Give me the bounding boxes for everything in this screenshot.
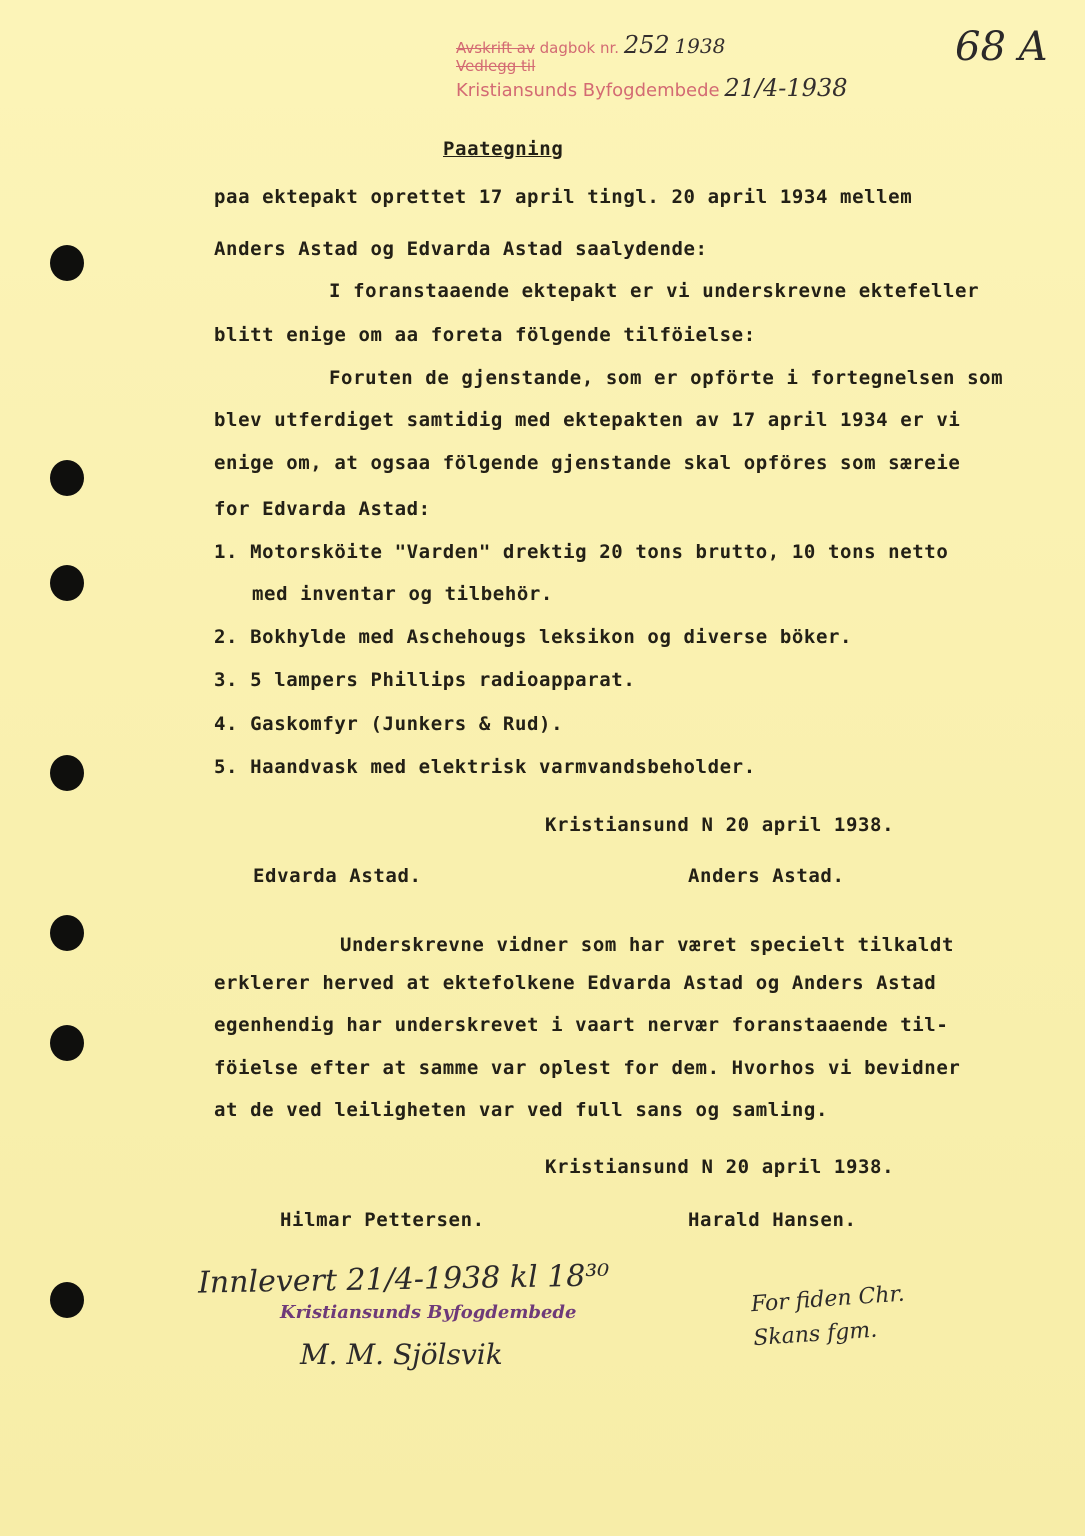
punch-hole <box>50 1282 84 1318</box>
punch-hole <box>50 245 84 281</box>
punch-hole <box>50 565 84 601</box>
punch-hole <box>50 460 84 496</box>
stamp-vedlegg: Vedlegg til <box>456 57 536 75</box>
signature-name: Anders Astad. <box>688 865 845 887</box>
list-item: 2. Bokhylde med Aschehougs leksikon og diverse böker. <box>214 626 853 648</box>
body-line: blitt enige om aa foreta fölgende tilföielse: <box>214 324 756 346</box>
witness-line: föielse efter at samme var oplest for dem. Hvorhos vi bevidner <box>214 1057 961 1079</box>
body-line: for Edvarda Astad: <box>214 498 431 520</box>
place-date: Kristiansund N 20 april 1938. <box>545 814 895 836</box>
header-stamp <box>456 31 848 102</box>
list-item: 3. 5 lampers Phillips radioapparat. <box>214 669 636 691</box>
body-line: I foranstaaende ektepakt er vi underskrevne ektefeller <box>329 280 980 302</box>
stamp-office: Kristiansunds Byfogdembede <box>456 80 720 101</box>
punch-hole <box>50 1025 84 1061</box>
punch-hole <box>50 755 84 791</box>
stamp-dagbok-label: dagbok nr. <box>539 39 620 57</box>
clerk-signature: M. M. Sjölsvik <box>300 1338 503 1371</box>
signature-name: Edvarda Astad. <box>253 865 422 887</box>
list-item: 5. Haandvask med elektrisk varmvandsbeholder. <box>214 756 756 778</box>
place-date: Kristiansund N 20 april 1938. <box>545 1156 895 1178</box>
stamp-date: 21/4-1938 <box>724 74 848 102</box>
stamp-year: 1938 <box>674 34 726 58</box>
body-line: paa ektepakt oprettet 17 april tingl. 20 april 1934 mellem <box>214 186 913 208</box>
body-line: blev utferdiget samtidig med ektepakten av 17 april 1934 er vi <box>214 409 961 431</box>
body-line: Foruten de gjenstande, som er opförte i fortegnelsen som <box>329 367 1004 389</box>
punch-hole <box>50 915 84 951</box>
body-line: Anders Astad og Edvarda Astad saalydende: <box>214 238 708 260</box>
witness-line: Underskrevne vidner som har været specielt tilkaldt <box>340 934 954 956</box>
witness-line: at de ved leiligheten var ved full sans og samling. <box>214 1099 828 1121</box>
right-annotation-text: For fiden Chr. Skans fgm. <box>750 1281 906 1352</box>
list-item: 4. Gaskomfyr (Junkers & Rud). <box>214 713 564 735</box>
document-title: Paategning <box>443 138 564 160</box>
signature-name: Hilmar Pettersen. <box>280 1209 485 1231</box>
list-item: med inventar og tilbehör. <box>252 583 553 605</box>
registration-note: Innlevert 21/4-1938 kl 18³⁰ <box>197 1258 610 1301</box>
page-number: 68 A <box>955 24 1048 70</box>
stamp-avskrift: Avskrift av <box>456 39 535 57</box>
body-line: enige om, at ogsaa fölgende gjenstande skal opföres som særeie <box>214 452 961 474</box>
stamp-dagbok-number: 252 <box>623 31 670 59</box>
registration-stamp: Kristiansunds Byfogdembede <box>280 1302 577 1323</box>
signature-name: Harald Hansen. <box>688 1209 857 1231</box>
list-item: 1. Motorsköite "Varden" drektig 20 tons brutto, 10 tons netto <box>214 541 949 563</box>
witness-line: erklerer herved at ektefolkene Edvarda Astad og Anders Astad <box>214 972 937 994</box>
right-annotation <box>750 1276 934 1356</box>
witness-line: egenhendig har underskrevet i vaart nervær foranstaaende til- <box>214 1014 949 1036</box>
